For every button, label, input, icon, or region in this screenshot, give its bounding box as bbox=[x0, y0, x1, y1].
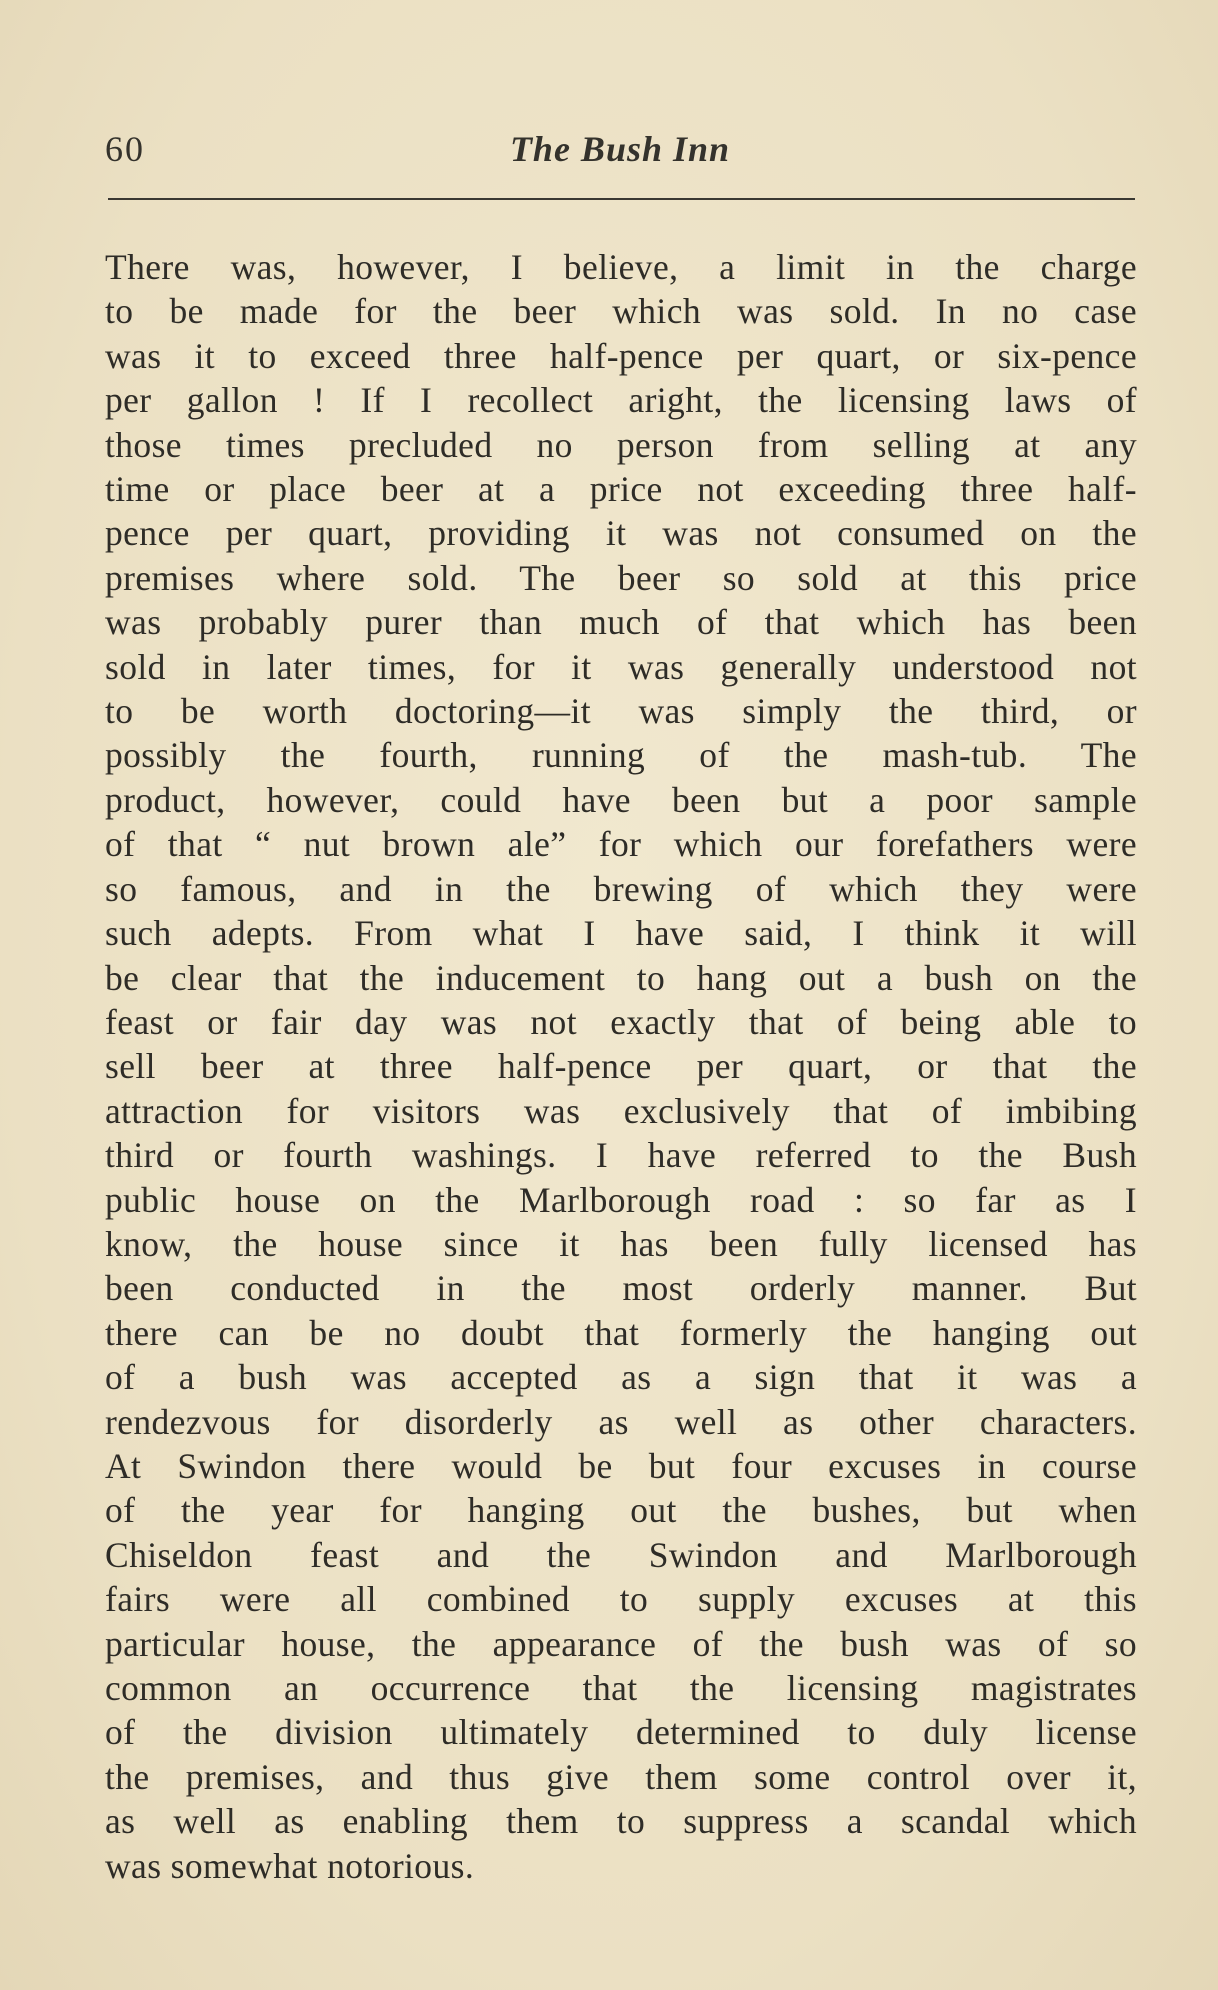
text-line: There was, however, I believe, a limit in the charge bbox=[105, 247, 1137, 287]
text-line: sell beer at three half-pence per quart, or that the bbox=[105, 1046, 1137, 1087]
text-line: of the year for hanging out the bushes, but when bbox=[105, 1490, 1137, 1531]
text-line: public house on the Marlborough road : so far as I bbox=[105, 1179, 1137, 1220]
text-line: At Swindon there would be but four excuses in course bbox=[105, 1445, 1137, 1486]
text-line: so famous, and in the brewing of which they were bbox=[105, 868, 1137, 909]
text-line: of that “ nut brown ale” for which our forefathers were bbox=[105, 824, 1137, 865]
running-title: The Bush Inn bbox=[509, 129, 731, 169]
text-line: be clear that the inducement to hang out a bush on the bbox=[105, 957, 1137, 998]
text-line: possibly the fourth, running of the mash-tub. The bbox=[105, 735, 1137, 776]
text-line: particular house, the appearance of the bush was of so bbox=[105, 1623, 1137, 1664]
text-line: pence per quart, providing it was not consumed on the bbox=[105, 513, 1137, 554]
page-header bbox=[105, 128, 1135, 178]
text-line: the premises, and thus give them some control over it, bbox=[105, 1756, 1137, 1797]
text-line: feast or fair day was not exactly that of being able to bbox=[105, 1001, 1137, 1042]
page-number: 60 bbox=[105, 129, 145, 169]
text-line: as well as enabling them to suppress a scandal which bbox=[105, 1801, 1137, 1842]
body-paragraph bbox=[105, 245, 1137, 1888]
text-line: to be made for the beer which was sold. In no case bbox=[105, 291, 1137, 332]
text-line: sold in later times, for it was generally understood not bbox=[105, 646, 1137, 687]
text-line: was somewhat notorious. bbox=[105, 1845, 475, 1886]
text-line: third or fourth washings. I have referred to the Bush bbox=[105, 1135, 1137, 1176]
text-line: product, however, could have been but a poor sample bbox=[105, 779, 1137, 820]
text-line: attraction for visitors was exclusively that of imbibing bbox=[105, 1090, 1137, 1131]
text-line: was it to exceed three half-pence per quart, or six-pence bbox=[105, 335, 1137, 376]
text-line: of a bush was accepted as a sign that it was a bbox=[105, 1357, 1137, 1398]
text-line: there can be no doubt that formerly the hanging out bbox=[105, 1312, 1137, 1353]
text-line: know, the house since it has been fully licensed has bbox=[105, 1223, 1137, 1264]
text-line: such adepts. From what I have said, I think it will bbox=[105, 913, 1137, 954]
text-line: common an occurrence that the licensing magistrates bbox=[105, 1668, 1137, 1708]
text-line: of the division ultimately determined to duly license bbox=[105, 1712, 1137, 1753]
header-rule bbox=[108, 198, 1135, 200]
text-line: rendezvous for disorderly as well as other characters. bbox=[105, 1401, 1137, 1442]
text-line: been conducted in the most orderly manner. But bbox=[105, 1268, 1137, 1309]
text-line: Chiseldon feast and the Swindon and Marlborough bbox=[105, 1534, 1137, 1575]
text-line: to be worth doctoring—it was simply the third, or bbox=[105, 691, 1137, 732]
text-line: per gallon ! If I recollect aright, the licensing laws of bbox=[105, 380, 1137, 421]
text-line: time or place beer at a price not exceeding three half- bbox=[105, 469, 1137, 510]
text-line: fairs were all combined to supply excuses at this bbox=[105, 1579, 1137, 1620]
text-line: was probably purer than much of that which has been bbox=[105, 602, 1137, 643]
text-line: those times precluded no person from selling at any bbox=[105, 424, 1137, 465]
text-line: premises where sold. The beer so sold at this price bbox=[105, 557, 1137, 598]
